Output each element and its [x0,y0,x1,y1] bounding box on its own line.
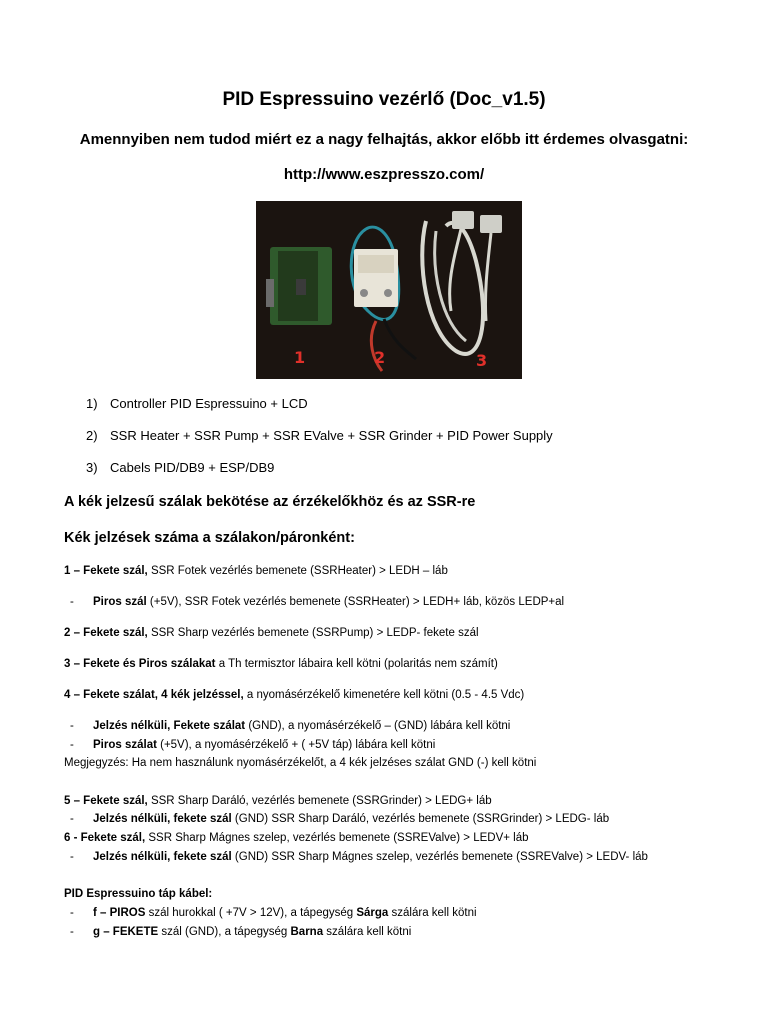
wire-bullet: - Jelzés nélküli, fekete szál (GND) SSR Sharp Mágnes szelep, vezérlés bemenete (SSREValve) > LEDV- láb [70,851,648,863]
wire-line-2: 2 – Fekete szál, SSR Sharp vezérlés bemenete (SSRPump) > LEDP- fekete szál [64,627,479,639]
wire-bullet: - Jelzés nélküli, Fekete szálat (GND), a nyomásérzékelő – (GND) lábára kell kötni [70,720,511,732]
wire-line-1: 1 – Fekete szál, SSR Fotek vezérlés bemenete (SSRHeater) > LEDH – láb [64,565,448,577]
list-text: Controller PID Espressuino + LCD [110,396,308,411]
wire-line-6: 6 - Fekete szál, SSR Sharp Mágnes szelep, vezérlés bemenete (SSREValve) > LEDV+ láb [64,832,529,844]
photo-label-3: 3 [476,351,488,370]
section-subheading: Kék jelzések száma a szálakon/páronként: [64,530,355,546]
section-heading: A kék jelzesű szálak bekötése az érzékelőkhöz és az SSR-re [64,494,476,510]
document-subtitle: Amennyiben nem tudod miért ez a nagy felhajtás, akkor előbb itt érdemes olvasgatni: [79,131,689,148]
components-photo-illustration [256,201,522,379]
db9-connector-1 [452,211,474,229]
photo-label-2: 2 [374,348,386,367]
list-item [86,396,308,411]
wire-bullet: - Piros szál (+5V), SSR Fotek vezérlés bemenete (SSRHeater) > LEDH+ láb, közös LEDP+al [70,596,565,608]
document-title: PID Espressuino vezérlő (Doc_v1.5) [222,89,546,110]
list-number: 2) [86,428,98,443]
reference-url[interactable]: http://www.eszpresszo.com/ [283,166,485,183]
list-text: SSR Heater + SSR Pump + SSR EValve + SSR Grinder + PID Power Supply [110,428,553,443]
list-item [86,428,553,443]
list-text: Cabels PID/DB9 + ESP/DB9 [110,460,275,475]
components-photo [256,201,522,379]
list-number: 3) [86,460,98,475]
photo-label-1: 1 [294,348,306,367]
note-line: Megjegyzés: Ha nem használunk nyomásérzékelőt, a 4 kék jelzéses szálat GND (-) kell kötni [64,757,537,769]
power-cable-heading: PID Espressuino táp kábel: [64,888,213,900]
wire-bullet: - Jelzés nélküli, fekete szál (GND) SSR Sharp Daráló, vezérlés bemenete (SSRGrinder) > LEDG- láb [70,813,610,825]
list-item [86,460,274,475]
power-bullet: - f – PIROS szál hurokkal ( +7V > 12V), a tápegység Sárga szálára kell kötni [70,907,477,919]
wire-line-3: 3 – Fekete és Piros szálakat a Th termisztor lábaira kell kötni (polaritás nem számít) [64,658,498,670]
wire-line-4: 4 – Fekete szálat, 4 kék jelzéssel, a nyomásérzékelő kimenetére kell kötni (0.5 - 4.5 Vdc) [64,689,525,701]
db9-connector-2 [480,215,502,233]
list-number: 1) [86,396,98,411]
power-bullet: - g – FEKETE szál (GND), a tápegység Barna szálára kell kötni [70,926,412,938]
wire-line-5: 5 – Fekete szál, SSR Sharp Daráló, vezérlés bemenete (SSRGrinder) > LEDG+ láb [64,795,492,807]
wire-bullet: - Piros szálat (+5V), a nyomásérzékelő + ( +5V táp) lábára kell kötni [70,739,436,751]
